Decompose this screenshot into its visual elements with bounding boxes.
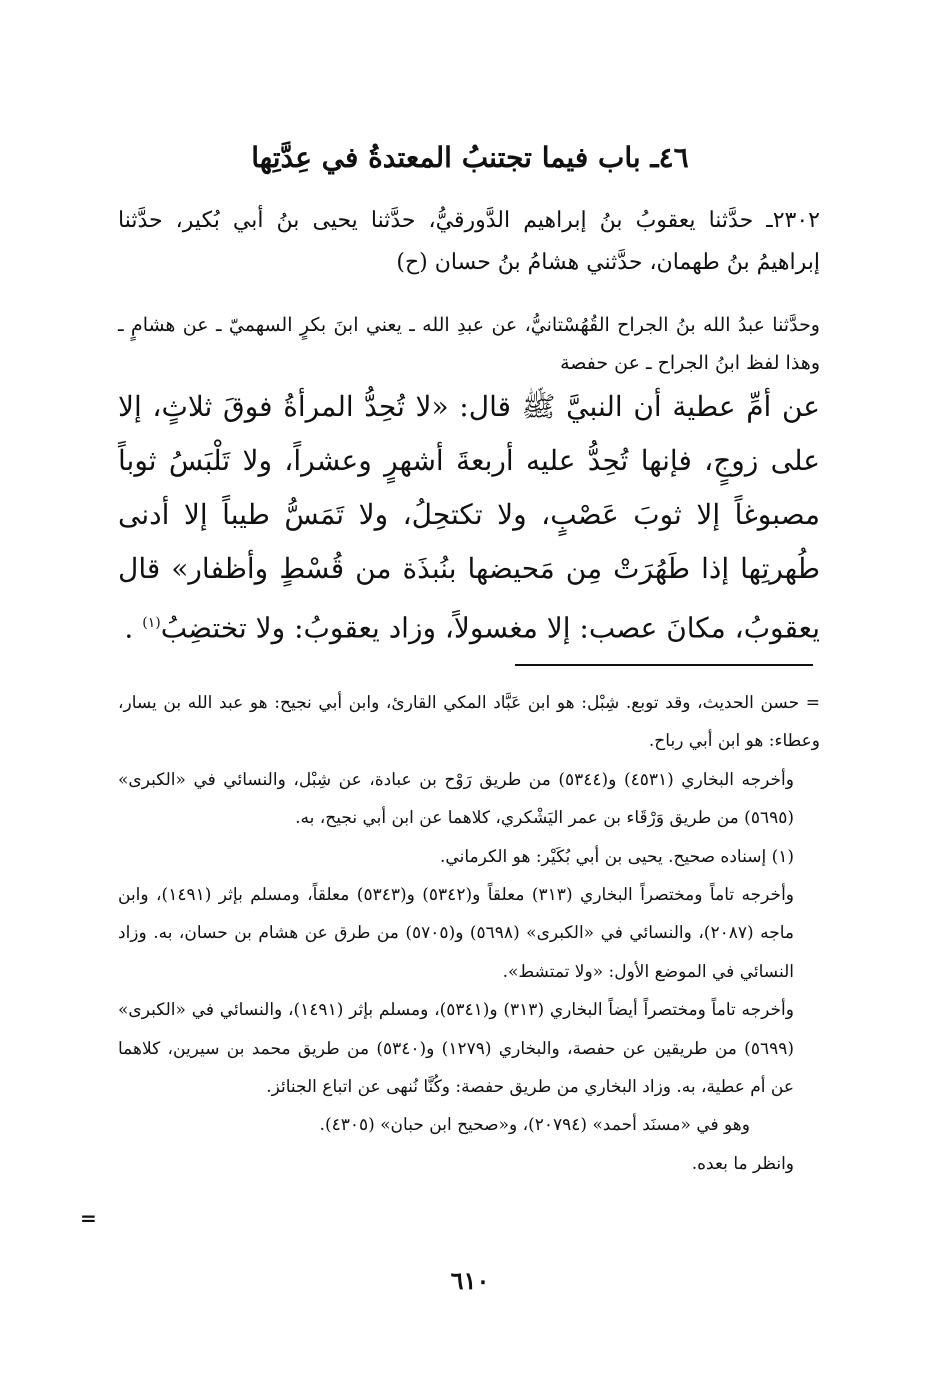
footnotes [118,684,820,1183]
hadith-matn-text: عن أمِّ عطية أن النبيَّ ﷺ قال: «لا تُحِدُّ المرأةُ فوقَ ثلاثٍ، إلا على زوجٍ، فإنها تُحِدُّ عليه أربعةَ أشهرٍ وعشراً، ولا تَلْبَسُ ثوباً مصبوغاً إلا ثوبَ عَصْبٍ، ولا تكتحِلُ، ولا تَمَسُّ طيباً إلا أدنى طُهرتِها إذا طَهُرَتْ مِن مَحيضها بنُبذَة من قُسْطٍ وأظفار» قال يعقوبُ، مكانَ عصب: إلا مغسولاً، وزاد يعقوبُ: ولا تختضِبُ [118,390,820,645]
footnote-paragraph: وانظر ما بعده. [691,1153,794,1174]
footnote-separator [515,664,813,666]
footnote-continuation: = حسن الحديث، وقد توبع. شِبْل: هو ابن عَبَّاد المكي القارئ، وابن أبي نجيح: هو عبد الله بن يسار، وعطاء: هو ابن أبي رباح. [118,693,820,752]
footnote-paragraph: وأخرجه تاماً ومختصراً أيضاً البخاري (٣١٣) و(٥٣٤١)، ومسلم بإثر (١٤٩١)، والنسائي في «الكبرى» (٥٦٩٩) من طريقين عن حفصة، والبخاري (١٢٧٩) و(٥٣٤٠) من طريق محمد بن سيرين، كلاهما عن أم عطية، به. وزاد البخاري من طريق حفصة: وكُنَّا نُنهى عن اتباع الجنائز. [118,1000,794,1098]
footnote-1: (١) إسناده صحيح. يحيى بن أبي بُكَيْر: هو الكرماني. [440,846,794,867]
continuation-mark: = [80,1206,97,1230]
matn-end-mark: . [124,611,134,645]
footnote-paragraph: وأخرجه البخاري (٤٥٣١) و(٥٣٤٤) من طريق رَوْح بن عبادة، عن شِبْل، والنسائي في «الكبرى» (٥٦٩٥) من طريق وَرْقَاء بن عمر اليَشْكري، كلاهما عن ابن أبي نجيح، به. [118,769,794,829]
hadith-matn [118,380,820,655]
hadith-isnad-primary: ٢٣٠٢ـ حدَّثنا يعقوبُ بنُ إبراهيم الدَّورقيُّ، حدَّثنا يحيى بنُ أبي بُكير، حدَّثنا إبراهيمُ بنُ طهمان، حدَّثني هشامُ بنُ حسان (ح) [118,208,820,275]
page-number: ٦١٠ [450,1266,490,1295]
chapter-title: ٤٦ـ باب فيما تجتنبُ المعتدةُ في عِدَّتِها [251,141,689,174]
hadith-isnad-secondary: وحدَّثنا عبدُ الله بنُ الجراح القُهُسْتانيُّ، عن عبدِ الله ـ يعني ابنَ بكرٍ السهميّ ـ عن هشامٍ ـ وهذا لفظ ابنُ الجراح ـ عن حفصة [118,314,820,374]
footnote-paragraph: وأخرجه تاماً ومختصراً البخاري (٣١٣) معلقاً و(٥٣٤٢) و(٥٣٤٣) معلقاً، ومسلم بإثر (١٤٩١)، وابن ماجه (٢٠٨٧)، والنسائي في «الكبرى» (٥٦٩٨) و(٥٧٠٥) من طرق عن هشام بن حسان، به. وزاد النسائي في الموضع الأول: «ولا تمتشط». [118,885,795,982]
footnote-paragraph: وهو في «مسنَد أحمد» (٢٠٧٩٤)، و«صحيح ابن حبان» (٤٣٠٥). [319,1115,750,1136]
footnote-reference: (١) [142,615,161,631]
